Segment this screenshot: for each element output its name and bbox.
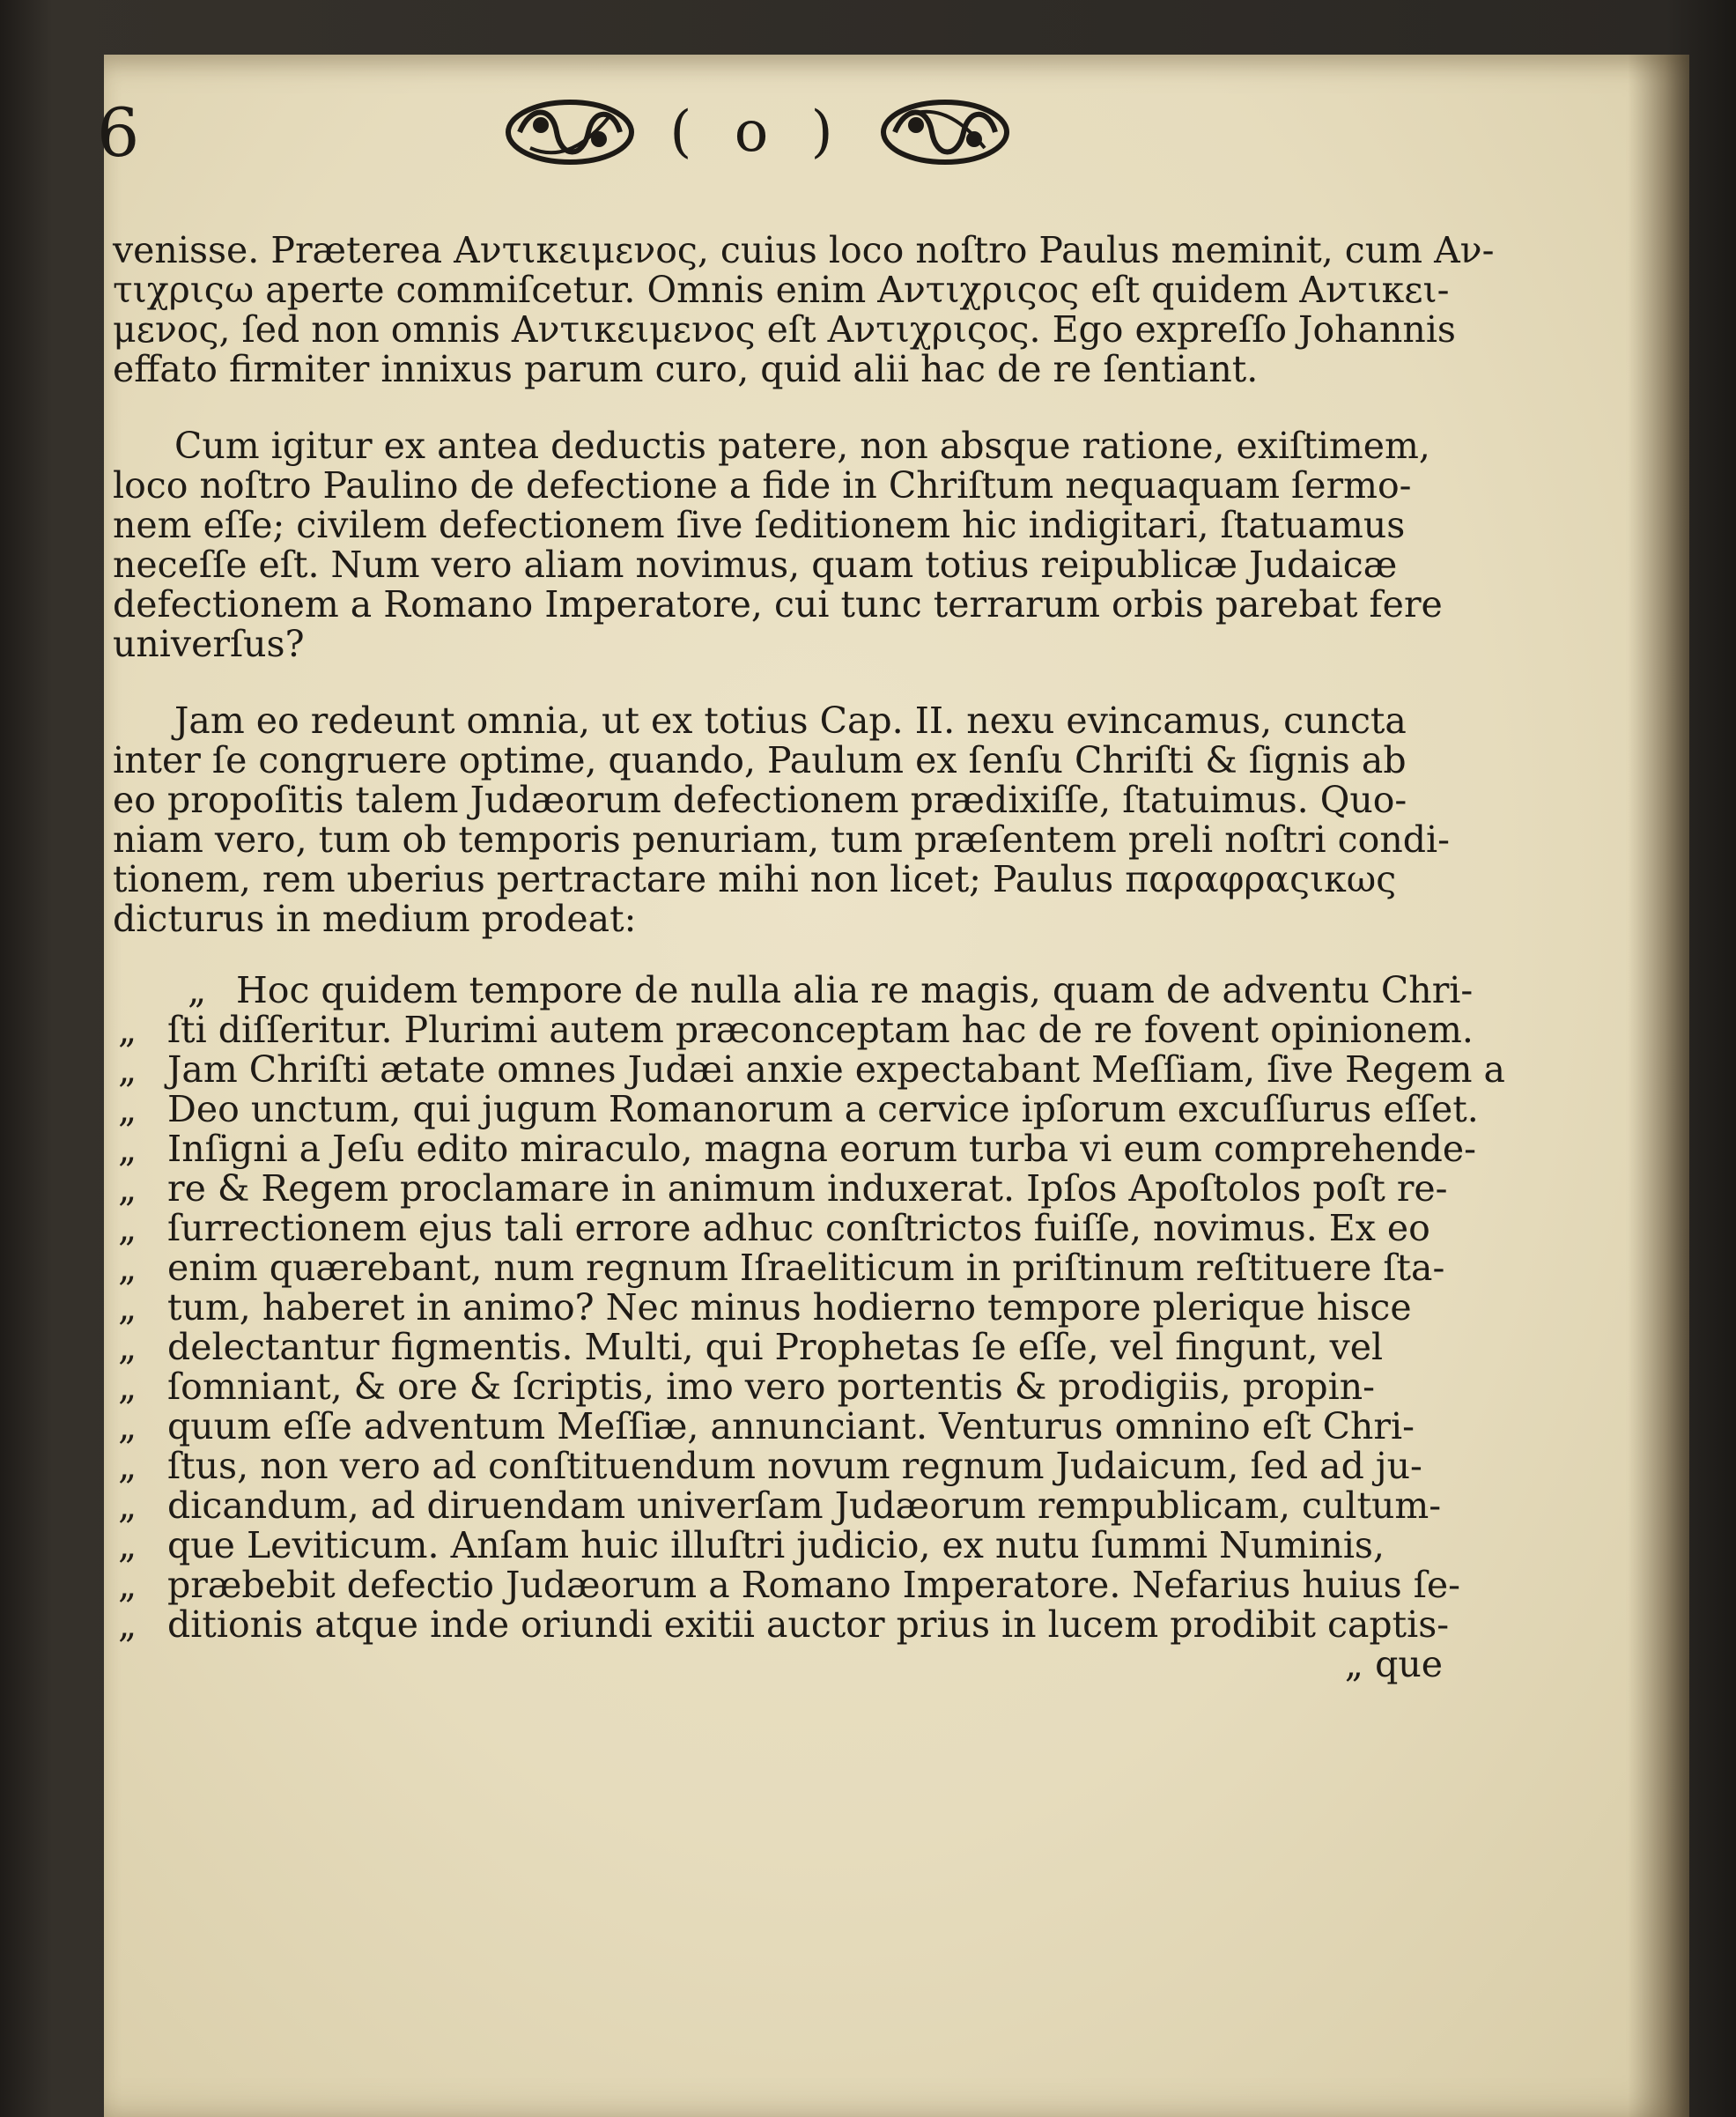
quote-text: tum, haberet in animo? Nec minus hodierno tempore plerique hisce [167,1286,1412,1329]
quote-mark: „ [118,1048,137,1091]
paragraph-2 [113,426,1443,664]
quote-mark: „ [118,1286,137,1329]
quote-mark: „ [118,1009,137,1051]
text-line: inter ſe congruere optime, quando, Paulum ex ſenſu Chriſti & ſignis ab [113,739,1407,781]
quote-line [113,1128,1477,1170]
quote-line [113,1526,1443,1566]
quote-line [113,1088,1479,1130]
quote-mark: „ [118,1088,137,1130]
quote-text: enim quærebant, num regnum Iſraeliticum in priſtinum reſtituere ſta- [167,1247,1445,1289]
quote-mark: „ [118,1207,137,1249]
quote-text: præbebit defectio Judæorum a Romano Imperatore. Nefarius huius ſe- [167,1564,1461,1606]
quote-line [113,1048,1505,1091]
text-line: τιχριςω aperte commiſcetur. Omnis enim Αντιχριςος eſt quidem Αντικει- [113,269,1450,311]
quote-mark: „ [118,1524,137,1566]
quote-line [113,1407,1443,1447]
text-line: tionem, rem uberius pertractare mihi non licet; Paulus παραφραςικως [113,858,1397,900]
quote-text: Deo unctum, qui jugum Romanorum a cervice ipſorum excuſſurus eſſet. [167,1088,1479,1130]
quote-mark: „ [118,1247,137,1289]
quote-mark: „ [118,1128,137,1170]
text-line: loco noſtro Paulino de defectione a fide in Chriſtum nequaquam ſermo- [113,464,1412,507]
quote-mark: „ [118,1405,137,1447]
text-line: neceſſe eſt. Num vero aliam novimus, quam totius reipublicæ Judaicæ [113,544,1398,586]
text-line: nem eſſe; civilem defectionem ſive ſeditionem hic indigitari, ſtatuamus [113,504,1406,546]
quote-line [113,1367,1443,1407]
quote-mark: „ [118,1603,137,1646]
quote-text: que Leviticum. Anſam huic illuſtri judicio, ex nutu ſummi Numinis, [167,1524,1385,1566]
quote-text: dicandum, ad diruendam univerſam Judæorum rempublicam, cultum- [167,1484,1442,1527]
quote-line [113,1564,1461,1606]
quote-text: ſurrectionem ejus tali errore adhuc conſtrictos fuiſſe, novimus. Ex eo [167,1207,1430,1249]
quote-text: ſtus, non vero ad conſtituendum novum regnum Judaicum, ſed ad ju- [167,1445,1422,1487]
catchword: „ que [1344,1643,1443,1685]
quote-line [113,1009,1474,1051]
text-line: eo propoſitis talem Judæorum defectionem prædixiſſe, ſtatuimus. Quo- [113,779,1407,821]
quote-line [113,1447,1443,1486]
quote-mark: „ [118,1326,137,1368]
quote-text: re & Regem proclamare in animum induxerat. Ipſos Apoſtolos poſt re- [167,1167,1448,1210]
quote-mark: „ [118,1484,137,1527]
paragraph-1 [113,229,1495,390]
text-line: niam vero, tum ob temporis penuriam, tum præſentem preli noſtri condi- [113,818,1450,861]
text-line: dicturus in medium prodeat: [113,898,637,940]
quote-line [113,1603,1450,1646]
paragraph-3 [113,699,1450,940]
center-mark: ( o ) [669,100,846,165]
text-line: Jam eo redeunt omnia, ut ex totius Cap. II. nexu evincamus, cuncta [174,699,1407,742]
text-line: effato firmiter innixus parum curo, quid alii hac de re ſentiant. [113,348,1259,390]
quote-line [113,1328,1443,1367]
text-line: univerſus? [113,623,305,665]
text-line: venisse. Præterea Αντικειμενος, cuius loco noſtro Paulus meminit, cum Αν- [113,229,1495,271]
quote-text: ſti diſſeritur. Plurimi autem præconceptam hac de re fovent opinionem. [167,1009,1474,1051]
ornament-left-icon [504,97,636,167]
quote-mark: „ [118,1445,137,1487]
quote-line [113,969,1474,1011]
text-line: μενος, ſed non omnis Αντικειμενος eſt Αντιχριςος. Ego expreſſo Johannis [113,308,1456,351]
quote-line [113,1167,1448,1210]
quote-text: Jam Chriſti ætate omnes Judæi anxie expectabant Meſſiam, ſive Regem a [167,1048,1505,1091]
quote-mark: „ [188,969,207,1011]
quotation-block [113,969,1505,1685]
quote-line [113,1288,1443,1328]
quote-mark: „ [118,1564,137,1606]
page-header [97,79,1436,185]
quote-mark: „ [118,1366,137,1408]
quote-text: Inſigni a Jeſu edito miraculo, magna eorum turba vi eum comprehende- [167,1128,1477,1170]
ornament-right-icon [879,97,1011,167]
quote-mark: „ [118,1167,137,1210]
body-text [113,229,1505,1685]
page-number: 6 [97,93,140,172]
text-line: Cum igitur ex antea deductis patere, non absque ratione, exiſtimem, [174,425,1430,467]
quote-line [113,1486,1443,1526]
quote-text: ſomniant, & ore & ſcriptis, imo vero portentis & prodigiis, propin- [167,1366,1375,1408]
quote-line [113,1209,1443,1248]
quote-text: ditionis atque inde oriundi exitii auctor prius in lucem prodibit captis- [167,1603,1450,1646]
quote-text: delectantur figmentis. Multi, qui Prophetas ſe eſſe, vel fingunt, vel [167,1326,1384,1368]
header-ornaments [203,97,1312,167]
page-gutter-shadow [1628,55,1689,2117]
text-line: defectionem a Romano Imperatore, cui tunc terrarum orbis parebat fere [113,583,1443,625]
quote-text: quum eſſe adventum Meſſiæ, annunciant. Venturus omnino eſt Chri- [167,1405,1415,1447]
quote-line [113,1248,1443,1288]
quote-text: Hoc quidem tempore de nulla alia re magis, quam de adventu Chri- [236,969,1474,1011]
